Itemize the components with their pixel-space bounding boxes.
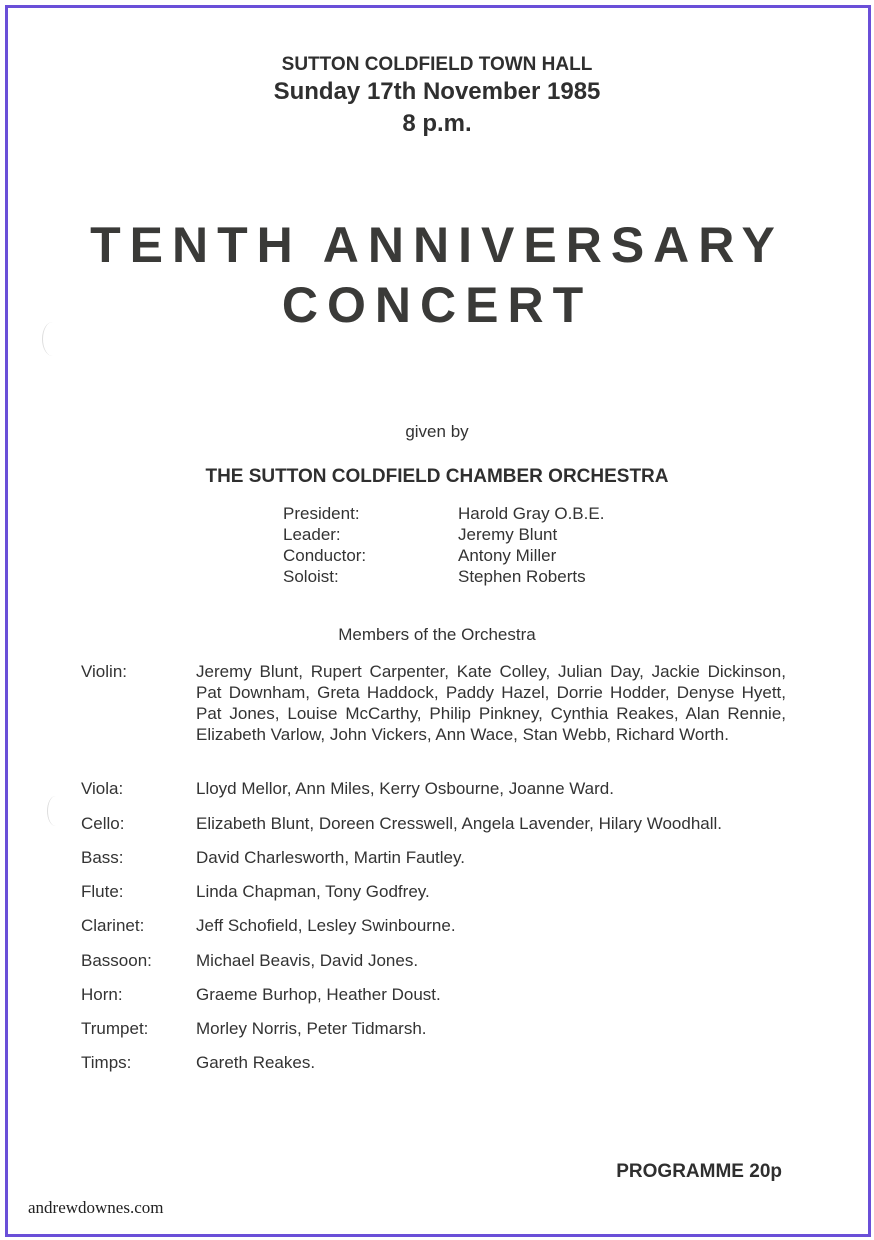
officer-role: Soloist: (283, 567, 339, 586)
venue-line: SUTTON COLDFIELD TOWN HALL (281, 54, 593, 75)
section-flute (81, 881, 786, 902)
officer-name: Jeremy Blunt (458, 525, 558, 544)
player-names: Graeme Burhop, Heather Doust. (196, 985, 441, 1004)
programme-price: PROGRAMME 20p (616, 1161, 782, 1182)
player-names: Jeremy Blunt, Rupert Carpenter, Kate Colley, Julian Day, Jackie Dickinson, Pat Downham, Greta Haddock, Paddy Hazel, Dorrie Hodder, Denyse Hyett, Pat Jones, Louise McCarthy, Philip Pinkney, Cynthia Reakes, Alan Rennie, Elizabeth Varlow, John Vickers, Ann Wace, Stan Webb, Richard Worth. (196, 662, 786, 744)
instrument-label: Viola: (81, 779, 124, 798)
player-names: Gareth Reakes. (196, 1053, 316, 1072)
time-line: 8 p.m. (402, 110, 472, 137)
instrument-label: Clarinet: (81, 916, 145, 935)
website-credit: andrewdownes.com (28, 1198, 164, 1217)
officer-name: Stephen Roberts (458, 567, 586, 586)
officer-role: Leader: (283, 525, 341, 544)
officer-row (283, 566, 604, 587)
instrument-label: Timps: (81, 1053, 132, 1072)
section-violin (81, 661, 786, 745)
concert-title-line1: TENTH ANNIVERSARY (90, 217, 784, 273)
officer-role: President: (283, 504, 360, 523)
officer-row (283, 524, 604, 545)
instrument-label: Horn: (81, 985, 123, 1004)
officers-list (283, 503, 604, 587)
section-timps (81, 1052, 786, 1073)
orchestra-name: THE SUTTON COLDFIELD CHAMBER ORCHESTRA (205, 466, 669, 487)
officer-row (283, 503, 604, 524)
instrument-label: Flute: (81, 882, 124, 901)
instrument-label: Bass: (81, 848, 124, 867)
section-horn (81, 984, 786, 1005)
player-names: Lloyd Mellor, Ann Miles, Kerry Osbourne, Joanne Ward. (196, 779, 614, 798)
section-cello (81, 813, 786, 834)
instrument-label: Violin: (81, 662, 127, 681)
section-bass (81, 847, 786, 868)
date-line: Sunday 17th November 1985 (273, 78, 601, 105)
section-viola (81, 778, 786, 799)
paper-mark (47, 796, 64, 826)
instrument-label: Trumpet: (81, 1019, 149, 1038)
officer-name: Harold Gray O.B.E. (458, 504, 605, 523)
instrument-label: Bassoon: (81, 951, 152, 970)
members-heading: Members of the Orchestra (338, 625, 536, 644)
officer-row (283, 545, 604, 566)
officer-role: Conductor: (283, 546, 367, 565)
section-trumpet (81, 1018, 786, 1039)
section-clarinet (81, 915, 786, 936)
concert-title-line2: CONCERT (281, 277, 593, 333)
player-names: David Charlesworth, Martin Fautley. (196, 848, 465, 867)
player-names: Linda Chapman, Tony Godfrey. (196, 882, 430, 901)
player-names: Morley Norris, Peter Tidmarsh. (196, 1019, 427, 1038)
instrument-label: Cello: (81, 814, 125, 833)
player-names: Michael Beavis, David Jones. (196, 951, 419, 970)
player-names: Elizabeth Blunt, Doreen Cresswell, Angela Lavender, Hilary Woodhall. (196, 814, 723, 833)
player-names: Jeff Schofield, Lesley Swinbourne. (196, 916, 456, 935)
officer-name: Antony Miller (458, 546, 557, 565)
section-bassoon (81, 950, 786, 971)
given-by-text: given by (405, 422, 469, 441)
